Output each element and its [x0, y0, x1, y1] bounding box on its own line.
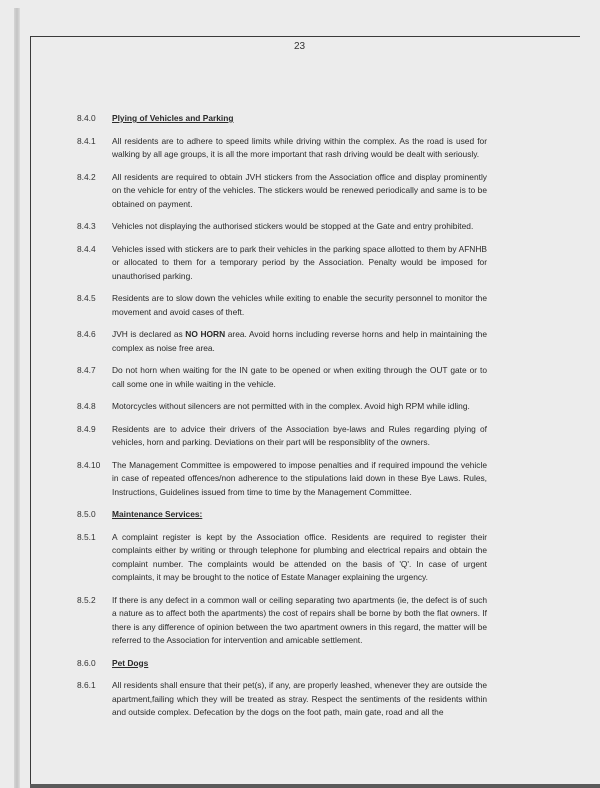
page-border-bottom: [30, 784, 600, 788]
clause-text: [112, 328, 487, 355]
no-horn-emphasis: NO HORN: [185, 329, 226, 339]
clause-text: A complaint register is kept by the Association office. Residents are required to register their complaints either by writing or through telephone for plumbing and electrical repairs and obtain the complaint number. The complaints would be attended on the basis of 'Q'. In case of urgent complaints, it may be brought to the notice of Estate Manager explaining the urgency.: [112, 531, 487, 582]
clause-number: 8.4.4: [77, 243, 96, 254]
clause-number: 8.4.1: [77, 135, 96, 146]
clause-8-4-3: [77, 220, 487, 234]
heading-text: Plying of Vehicles and Parking: [112, 113, 234, 123]
clause-8-5-1: [77, 531, 487, 585]
clause-text: All residents shall ensure that their pet(s), if any, are properly leashed, whenever they are outside the apartment,failing which they will be treated as stray. Respect the sentiments of the residents within and outside complex. Defecation by the dogs on the foot path, main gate, road and all the: [112, 680, 487, 717]
clause-number: 8.5.1: [77, 531, 96, 542]
scan-binding-edge: [14, 8, 20, 788]
clause-number: 8.5.0: [77, 509, 96, 519]
clause-number: 8.4.3: [77, 221, 96, 231]
clause-number: 8.4.8: [77, 401, 96, 411]
clause-number: 8.4.10: [77, 459, 101, 470]
heading-text: Maintenance Services:: [112, 509, 203, 519]
section-heading-8-4-0: [77, 112, 487, 126]
clause-8-4-7: [77, 364, 487, 391]
clause-8-4-9: [77, 423, 487, 450]
clause-number: 8.4.9: [77, 423, 96, 434]
clause-8-5-2: [77, 594, 487, 648]
clause-number: 8.4.6: [77, 329, 96, 339]
clause-number: 8.4.7: [77, 365, 96, 375]
clause-number: 8.6.1: [77, 680, 96, 690]
clause-text: All residents are required to obtain JVH stickers from the Association office and display prominently on the vehicle for entry of the vehicles. The stickers would be renewed periodically and same is to be obtained on payment.: [112, 171, 487, 209]
page-border-top: [30, 36, 580, 37]
clause-number: 8.4.2: [77, 171, 96, 182]
clause-text: Vehicles not displaying the authorised stickers would be stopped at the Gate and entry prohibited.: [112, 221, 474, 231]
clause-8-4-5: [77, 292, 487, 319]
clause-text: Motorcycles without silencers are not permitted with in the complex. Avoid high RPM while idling.: [112, 401, 470, 411]
clause-8-4-1: [77, 135, 487, 162]
clause-text: Residents are to slow down the vehicles while exiting to enable the security personnel to monitor the movement and avoid cases of theft.: [112, 293, 487, 317]
clause-8-4-2: [77, 171, 487, 212]
clause-8-6-1: [77, 679, 487, 720]
clause-text: Vehicles issed with stickers are to park their vehicles in the parking space allotted to them by AFNHB or allocated to them for a temporary period by the Association. Penalty would be imposed for unauthorised parking.: [112, 243, 487, 281]
clause-text-part: area. Avoid horns including reverse horns and help in maintaining the complex as noise free area.: [112, 329, 487, 353]
clause-number: 8.6.0: [77, 657, 96, 668]
clause-text: Do not horn when waiting for the IN gate to be opened or when exiting through the OUT gate or to call some one in while waiting in the vehicle.: [112, 365, 487, 389]
clause-8-4-8: [77, 400, 487, 414]
clause-8-4-10: [77, 459, 487, 500]
clause-text: The Management Committee is empowered to impose penalties and if required impound the vehicle in case of repeated offences/non adherence to the stipulations laid down in these Bye Laws. Rules, Instructions, Guidelines issued from time to time by the Management Committee.: [112, 459, 487, 497]
document-body: [77, 112, 487, 729]
page-border-left: [30, 36, 31, 788]
clause-8-4-6: [77, 328, 487, 355]
clause-text: All residents are to adhere to speed limits while driving within the complex. As the road is used for walking by all age groups, it is all the more important that rash driving would be dealt with seriously.: [112, 135, 487, 159]
page-number: 23: [294, 41, 306, 52]
section-heading-8-5-0: [77, 508, 487, 522]
clause-8-4-4: [77, 243, 487, 284]
section-heading-8-6-0: [77, 657, 487, 671]
clause-text: If there is any defect in a common wall or ceiling separating two apartments (ie, the defect is of such a nature as to affect both the apartments) the cost of repairs shall be borne by both the flat owners. If there is any difference of opinion between the two apartment owners in this regard, the matter will be referred to the Association for intervention and amicable settlement.: [112, 594, 487, 645]
clause-text-part: JVH is declared as: [112, 329, 186, 339]
clause-text: Residents are to advice their drivers of the Association bye-laws and Rules regarding plying of vehicles, horn and parking. Deviations on their part will be responsiblity of the owners.: [112, 423, 487, 447]
clause-number: 8.4.0: [77, 113, 96, 123]
clause-number: 8.4.5: [77, 293, 96, 303]
heading-text: Pet Dogs: [112, 657, 149, 668]
clause-number: 8.5.2: [77, 594, 96, 605]
